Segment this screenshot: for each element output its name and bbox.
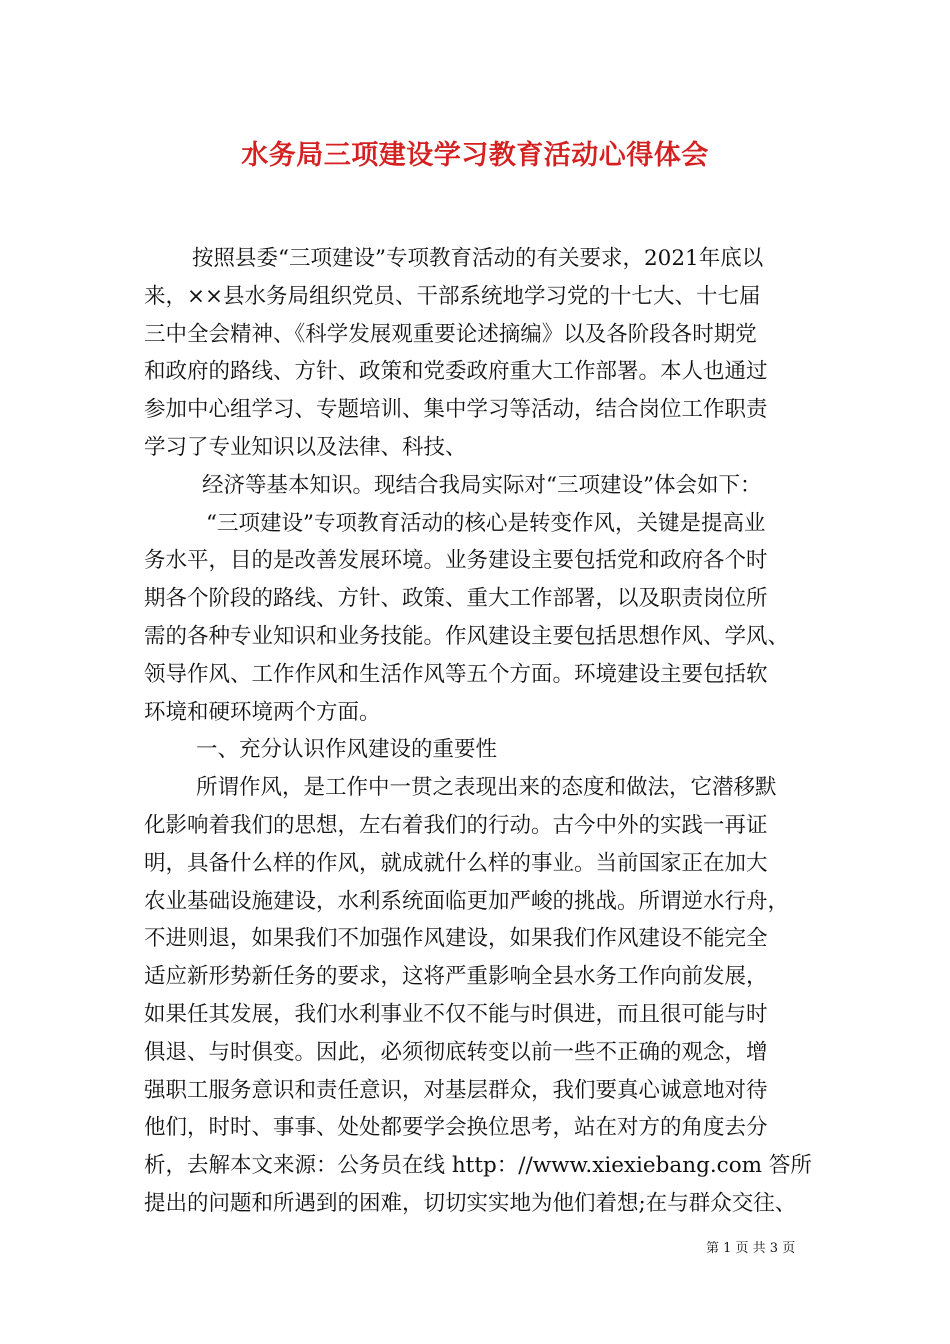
section-heading: 一、充分认识作风建设的重要性 [196, 737, 498, 763]
text-line: 化影响着我们的思想，左右着我们的行动。古今中外的实践一再证 [144, 812, 768, 838]
text-line: 三中全会精神、《科学发展观重要论述摘编》以及各阶段各时期党 [144, 321, 757, 347]
text-line: 他们，时时、事事、处处都要学会换位思考，站在对方的角度去分 [144, 1115, 768, 1141]
text-line: 所谓作风，是工作中一贯之表现出来的态度和做法，它潜移默 [196, 775, 777, 801]
text-line: 不进则退，如果我们不加强作风建设，如果我们作风建设不能完全 [144, 926, 768, 952]
text-line: 俱退、与时俱变。因此，必须彻底转变以前一些不正确的观念，增 [144, 1039, 768, 1065]
text-line: 参加中心组学习、专题培训、集中学习等活动，结合岗位工作职责 [144, 397, 768, 423]
text-line: 提出的问题和所遇到的困难，切切实实地为他们着想;在与群众交往、 [144, 1190, 797, 1216]
text-line: 和政府的路线、方针、政策和党委政府重大工作部署。本人也通过 [144, 359, 768, 385]
text-line: 农业基础设施建设，水利系统面临更加严峻的挑战。所谓逆水行舟， [144, 888, 790, 914]
document-body [144, 240, 816, 1223]
text-line: 务水平，目的是改善发展环境。业务建设主要包括党和政府各个时 [144, 548, 768, 574]
text-line: 适应新形势新任务的要求，这将严重影响全县水务工作向前发展， [144, 964, 768, 990]
text-line: 需的各种专业知识和业务技能。作风建设主要包括思想作风、学风、 [144, 623, 790, 649]
page-indicator: 第 1 页 共 3 页 [706, 1241, 796, 1256]
text-line: 环境和硬环境两个方面。 [144, 699, 381, 725]
text-line: 学习了专业知识以及法律、科技、 [144, 434, 467, 460]
document-title: 水务局三项建设学习教育活动心得体会 [241, 140, 709, 171]
text-line: 期各个阶段的路线、方针、政策、重大工作部署，以及职责岗位所 [144, 586, 768, 612]
text-line: 按照县委“三项建设”专项教育活动的有关要求，2021年底以 [192, 246, 764, 271]
text-line: 来，××县水务局组织党员、干部系统地学习党的十七大、十七届 [144, 283, 761, 309]
text-line: 明，具备什么样的作风，就成就什么样的事业。当前国家正在加大 [144, 850, 768, 876]
text-line: 如果任其发展，我们水利事业不仅不能与时俱进，而且很可能与时 [144, 1001, 768, 1027]
text-line: “三项建设”专项教育活动的核心是转变作风，关键是提高业 [206, 510, 766, 536]
text-line: 强职工服务意识和责任意识，对基层群众，我们要真心诚意地对待 [144, 1077, 768, 1103]
text-line: 经济等基本知识。现结合我局实际对“三项建设”体会如下： [202, 472, 762, 498]
text-line: 领导作风、工作作风和生活作风等五个方面。环境建设主要包括软 [144, 661, 768, 687]
text-line: 析，去解本文来源：公务员在线 http：//www.xiexiebang.com 答所 [144, 1153, 812, 1179]
